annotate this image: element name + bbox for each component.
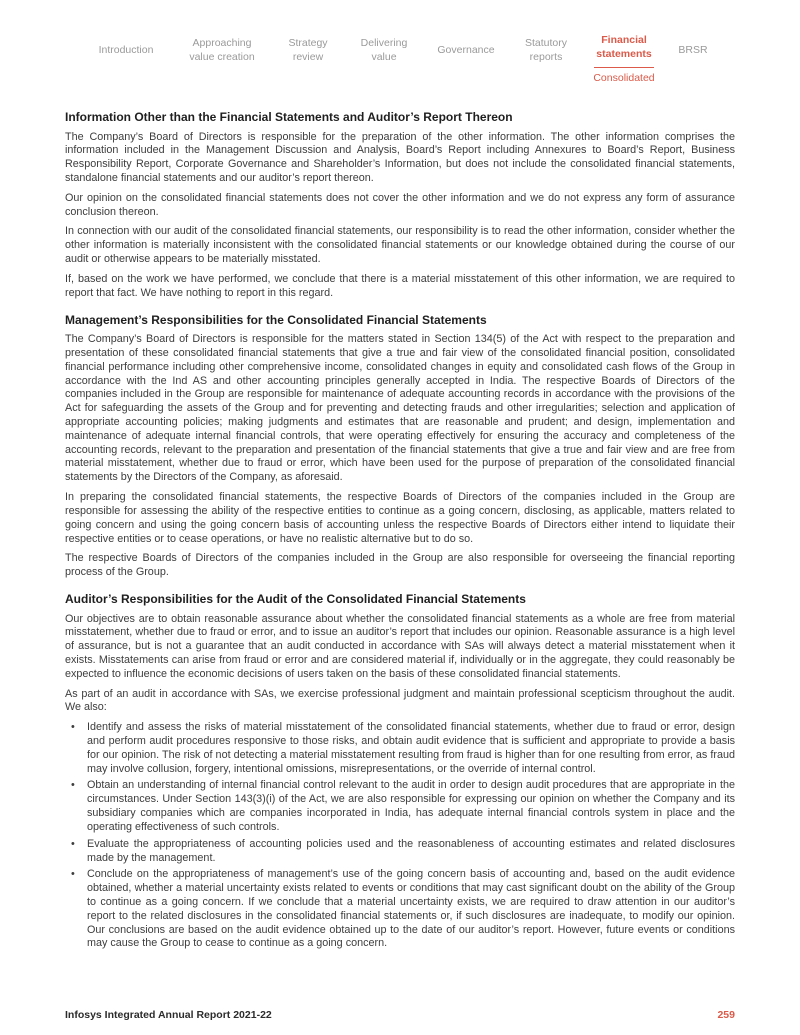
list-item: • Conclude on the appropriateness of management’s use of the going concern basis of accounting and, based on the audit evidence obtained, whether a material uncertainty exists related to events or conditions that may cast significant doubt on the ability of the Group to continue as a going concern. If we conclude that a material uncertainty exists, we are required to draw attention in our auditor’s report to the related disclosures in the consolidated financial statements or, if such disclosures are inadequate, to modify our opinion. Our conclusions are based on the audit evidence obtained up to the date of our auditor’s report. However, future events or conditions may cause the Group to cease to continue as a going concern. — [65, 868, 735, 951]
section-other-information — [65, 110, 735, 301]
tab-delivering-value[interactable]: Delivering value — [360, 37, 408, 63]
page-footer — [65, 1009, 735, 1021]
paragraph: As part of an audit in accordance with SAs, we exercise professional judgment and maintain professional scepticism throughout the audit. We also: — [65, 687, 735, 714]
tab-statutory-reports[interactable]: Statutory reports — [524, 37, 568, 63]
paragraph: The Company’s Board of Directors is responsible for the matters stated in Section 134(5) of the Act with respect to the preparation and presentation of these consolidated financial statements that give a true and fair view of the consolidated financial position, consolidated financial performance including other comprehensive income, consolidated changes in equity and consolidated cash flows of the Group in accordance with the Ind AS and other accounting principles generally accepted in India. The respective Boards of Directors of the companies included in the Group are responsible for maintenance of adequate accounting records in accordance with the provisions of the Act for safeguarding the assets of the Group and for preventing and detecting frauds and other irregularities; selection and application of appropriate accounting policies; making judgments and estimates that are reasonable and prudent; and design, implementation and maintenance of adequate internal financial controls, that were operating effectively for ensuring the accuracy and completeness of the accounting records, relevant to the preparation and presentation of the financial statements that give a true and fair view and are free from material misstatement, whether due to fraud or error, which have been used for the purpose of preparation of the consolidated financial statements by the Directors of the Company, as aforesaid. — [65, 333, 735, 484]
paragraph: In preparing the consolidated financial statements, the respective Boards of Directors of the companies included in the Group are responsible for assessing the ability of the respective entities to continue as a going concern, disclosing, as applicable, matters related to going concern and using the going concern basis of accounting unless the respective Boards of Directors either intend to liquidate their respective entities or to cease operations, or have no realistic alternative but to do so. — [65, 491, 735, 545]
tab-governance[interactable]: Governance — [437, 44, 495, 57]
section-heading-management-responsibilities: Management’s Responsibilities for the Consolidated Financial Statements — [65, 312, 487, 327]
paragraph: If, based on the work we have performed, we conclude that there is a material misstatement of this other information, we are required to report that fact. We have nothing to report in this regard. — [65, 272, 735, 299]
tab-approaching-value-creation[interactable]: Approaching value creation — [189, 37, 255, 63]
section-heading-auditor-responsibilities: Auditor’s Responsibilities for the Audit of the Consolidated Financial Statements — [65, 591, 526, 606]
paragraph: Our objectives are to obtain reasonable assurance about whether the consolidated financial statements as a whole are free from material misstatement, whether due to fraud or error, and to issue an auditor’s report that includes our opinion. Reasonable assurance is a high level of assurance, but is not a guarantee that an audit conducted in accordance with SAs will always detect a material misstatement when it exists. Misstatements can arise from fraud or error and are considered material if, individually or in the aggregate, they could reasonably be expected to influence the economic decisions of users taken on the basis of these consolidated financial statements. — [65, 612, 735, 680]
audit-procedures-list — [65, 721, 735, 951]
top-navigation — [65, 34, 735, 84]
section-management-responsibilities — [65, 313, 735, 580]
list-item: • Obtain an understanding of internal financial control relevant to the audit in order to design audit procedures that are appropriate in the circumstances. Under Section 143(3)(i) of the Act, we are also responsible for expressing our opinion on whether the Company and its subsidiary companies which are companies incorporated in India, has adequate internal financial controls system in place and the operating effectiveness of such controls. — [65, 779, 735, 834]
tab-sub-label-consolidated[interactable]: Consolidated — [593, 71, 655, 84]
page-number: 259 — [717, 1009, 735, 1021]
section-auditor-responsibilities — [65, 592, 735, 951]
tab-introduction[interactable]: Introduction — [98, 44, 154, 57]
list-item: • Identify and assess the risks of material misstatement of the consolidated financial statements, whether due to fraud or error, design and perform audit procedures responsive to those risks, and obtain audit evidence that is sufficient and appropriate to provide a basis for our opinion. The risk of not detecting a material misstatement resulting from fraud is higher than for one resulting from error, as fraud may involve collusion, forgery, intentional omissions, misrepresentations, or the override of internal control. — [65, 721, 735, 776]
paragraph: The respective Boards of Directors of the companies included in the Group are also responsible for overseeing the financial reporting process of the Group. — [65, 552, 735, 579]
tab-financial-statements[interactable] — [593, 34, 655, 84]
tab-financial-statements-label: Financial statements — [594, 34, 654, 67]
paragraph: Our opinion on the consolidated financial statements does not cover the other information and we do not express any form of assurance conclusion thereon. — [65, 191, 735, 218]
tab-strategy-review[interactable]: Strategy review — [288, 37, 328, 63]
tab-brsr[interactable]: BRSR — [678, 44, 708, 57]
report-title: Infosys Integrated Annual Report 2021-22 — [65, 1009, 272, 1021]
paragraph: In connection with our audit of the consolidated financial statements, our responsibility is to read the other information, consider whether the other information is materially inconsistent with the consolidated financial statements or our knowledge obtained during the course of our audit or otherwise appears to be materially misstated. — [65, 225, 735, 266]
section-heading-other-information: Information Other than the Financial Statements and Auditor’s Report Thereon — [65, 110, 513, 124]
list-item: • Evaluate the appropriateness of accounting policies used and the reasonableness of accounting estimates and related disclosures made by the management. — [65, 838, 735, 866]
page-content — [65, 100, 735, 954]
paragraph: The Company’s Board of Directors is responsible for the preparation of the other information. The other information comprises the information included in the Management Discussion and Analysis, Board’s Report including Annexures to Board’s Report, Business Responsibility Report, Corporate Governance and Shareholder’s Information, but does not include the consolidated financial statements, standalone financial statements and our auditor’s report thereon. — [65, 130, 735, 185]
